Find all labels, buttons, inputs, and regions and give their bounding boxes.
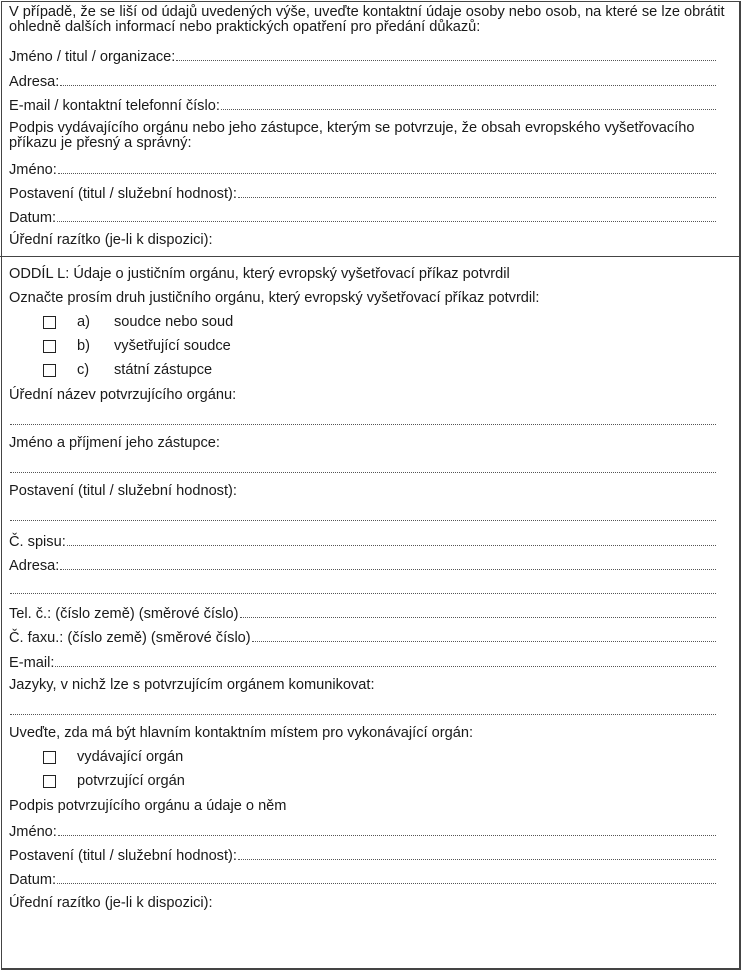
fill-line[interactable] [240,604,717,618]
address-field-line2[interactable] [9,580,716,594]
validating-sig-name-field[interactable] [9,822,716,841]
representative-name-label: Jméno a příjmení jeho zástupce: [9,435,220,451]
field-label: Tel. č.: (číslo země) (směrové číslo) [9,606,239,622]
field-label: Č. faxu.: (číslo země) (směrové číslo) [9,630,251,646]
file-no-field[interactable] [9,532,716,551]
section-divider [0,256,741,257]
fax-field[interactable] [9,628,716,647]
option-label: vyšetřující soudce [114,338,231,354]
official-name-field[interactable] [9,411,716,425]
fill-line[interactable] [176,47,716,61]
field-label: Jméno: [9,824,57,840]
validating-sig-position-field[interactable] [9,846,716,865]
email-field[interactable] [9,653,716,672]
section-l-title: ODDÍL L: Údaje o justičním orgánu, který evropský vyšetřovací příkaz potvrdil [9,266,510,282]
fill-line[interactable] [10,507,716,521]
fill-line[interactable] [57,208,716,222]
position-field[interactable] [9,507,716,521]
contact-point-prompt: Uveďte, zda má být hlavním kontaktním místem pro vykonávající orgán: [9,725,473,741]
field-label: E-mail / kontaktní telefonní číslo: [9,98,220,114]
validating-signature-heading: Podpis potvrzujícího orgánu a údaje o něm [9,798,287,814]
fill-line[interactable] [60,556,716,570]
fill-line[interactable] [55,653,716,667]
issuing-sig-name-field[interactable] [9,160,716,179]
checkbox[interactable] [43,364,56,377]
checkbox[interactable] [43,316,56,329]
fill-line[interactable] [58,160,716,174]
address-field[interactable] [9,556,716,575]
field-label: Jméno / titul / organizace: [9,49,176,65]
contact-address-field[interactable] [9,72,716,91]
fill-line[interactable] [67,532,716,546]
field-label: Postavení (titul / služební hodnost): [9,186,237,202]
fill-line[interactable] [57,870,716,884]
field-label: Adresa: [9,74,60,90]
option-label: soudce nebo soud [114,314,234,330]
authority-type-prompt: Označte prosím druh justičního orgánu, který evropský vyšetřovací příkaz potvrdil: [9,290,540,306]
fill-line[interactable] [10,459,716,473]
field-label: E-mail: [9,655,55,671]
contact-intro: V případě, že se liší od údajů uvedených výše, uveďte kontaktní údaje osoby nebo osob, na které se lze obrátit ohledně dalších informací nebo praktických opatření pro předání důkazů: [9,4,725,35]
issuing-signature-intro: Podpis vydávajícího orgánu nebo jeho zástupce, kterým se potvrzuje, že obsah evropského vyšetřovacího příkazu je přesný a správný: [9,120,695,151]
issuing-stamp-label: Úřední razítko (je-li k dispozici): [9,232,213,248]
contact-email-phone-field[interactable] [9,96,716,115]
field-label: Jméno: [9,162,57,178]
option-letter: b) [77,338,90,354]
fill-line[interactable] [10,701,716,715]
issuing-sig-date-field[interactable] [9,208,716,227]
fill-line[interactable] [252,628,716,642]
field-label: Postavení (titul / služební hodnost): [9,848,237,864]
fill-line[interactable] [10,411,716,425]
validating-stamp-label: Úřední razítko (je-li k dispozici): [9,895,213,911]
option-label: vydávající orgán [77,749,184,765]
field-label: Adresa: [9,558,60,574]
languages-label: Jazyky, v nichž lze s potvrzujícím orgánem komunikovat: [9,677,375,693]
option-label: potvrzující orgán [77,773,185,789]
field-label: Č. spisu: [9,534,66,550]
contact-name-field[interactable] [9,47,716,66]
option-letter: c) [77,362,90,378]
checkbox[interactable] [43,340,56,353]
checkbox[interactable] [43,751,56,764]
validating-sig-date-field[interactable] [9,870,716,889]
fill-line[interactable] [60,72,716,86]
option-label: státní zástupce [114,362,213,378]
fill-line[interactable] [58,822,716,836]
fill-line[interactable] [238,846,716,860]
tel-field[interactable] [9,604,716,623]
languages-field[interactable] [9,701,716,715]
issuing-sig-position-field[interactable] [9,184,716,203]
field-label: Datum: [9,210,57,226]
official-name-label: Úřední název potvrzujícího orgánu: [9,387,237,403]
field-label: Datum: [9,872,57,888]
fill-line[interactable] [238,184,716,198]
position-label: Postavení (titul / služební hodnost): [9,483,237,499]
checkbox[interactable] [43,775,56,788]
representative-name-field[interactable] [9,459,716,473]
fill-line[interactable] [10,580,716,594]
option-letter: a) [77,314,90,330]
fill-line[interactable] [221,96,716,110]
